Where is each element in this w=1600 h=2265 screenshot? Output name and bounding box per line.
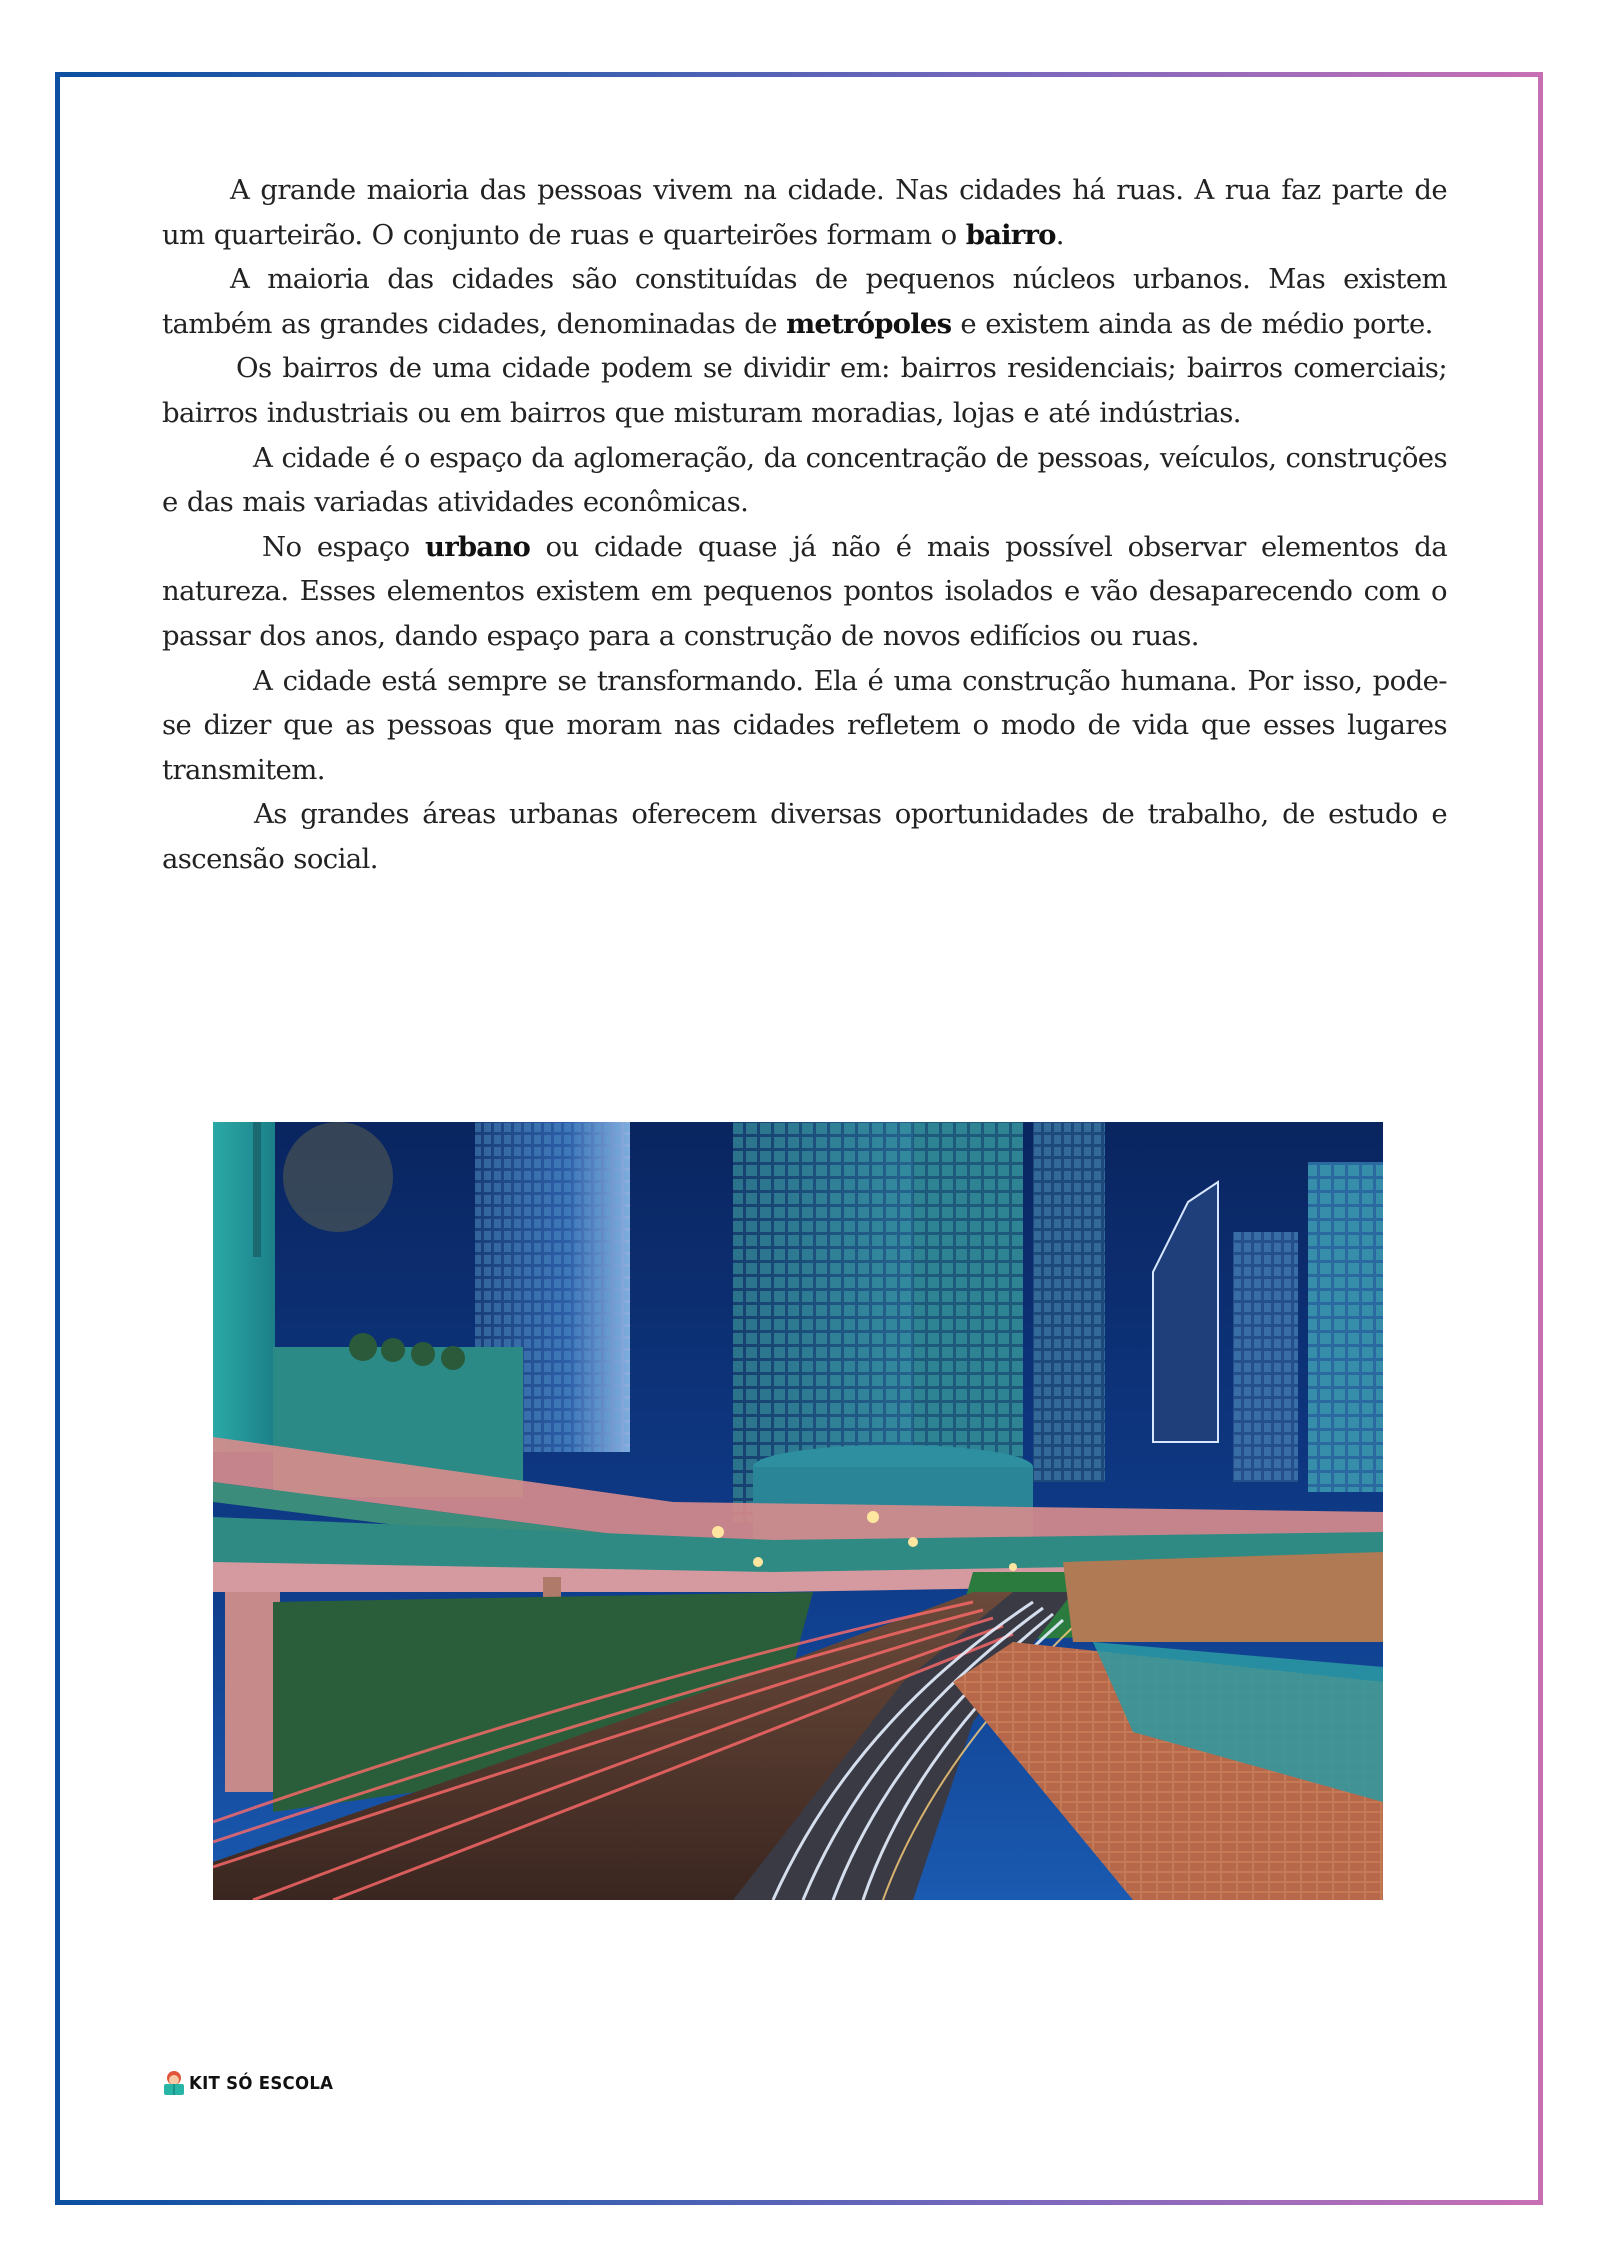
text-segment: No espaço — [262, 530, 425, 563]
city-night-photo — [213, 1122, 1383, 1900]
brand-name: KIT SÓ ESCOLA — [189, 2072, 334, 2094]
text-segment: A cidade está sempre se transformando. Ela é uma construção humana. Por isso, pode-se dizer que as pessoas que moram nas cidades refletem o modo de vida que esses lugares transmitem. — [162, 664, 1447, 786]
paragraph-7 — [162, 792, 1447, 881]
paragraph-3 — [162, 346, 1447, 435]
text-segment: ou cidade quase já não é mais possível observar elementos da natureza. Esses elementos existem em pequenos pontos isolados e vão desaparecendo com o passar dos anos, dando espaço para a construção de novos edifícios ou ruas. — [162, 530, 1447, 652]
city-illustration — [213, 1122, 1383, 1900]
keyword-urbano: urbano — [425, 530, 531, 563]
paragraph-4 — [162, 436, 1447, 525]
paragraph-5 — [162, 525, 1447, 659]
paragraph-1 — [162, 168, 1447, 257]
paragraph-6 — [162, 659, 1447, 793]
text-segment: A cidade é o espaço da aglomeração, da concentração de pessoas, veículos, construções e das mais variadas atividades econômicas. — [162, 441, 1447, 519]
text-segment: As grandes áreas urbanas oferecem diversas oportunidades de trabalho, de estudo e ascensão social. — [162, 798, 1447, 875]
girl-reading-book-icon — [162, 2070, 186, 2096]
brand-logo — [162, 2069, 346, 2097]
text-segment: Os bairros de uma cidade podem se dividir em: bairros residenciais; bairros comerciais; bairros industriais ou em bairros que misturam moradias, lojas e até indústrias. — [162, 352, 1447, 429]
text-segment: A grande maioria das pessoas vivem na cidade. Nas cidades há ruas. A rua faz parte de um quarteirão. O conjunto de ruas e quarteirões formam o — [162, 174, 1447, 251]
text-segment: e existem ainda as de médio porte. — [951, 307, 1433, 340]
text-segment: . — [1055, 218, 1064, 251]
text-segment: A maioria das cidades são constituídas de pequenos núcleos urbanos. Mas existem também as grandes cidades, denominadas de — [162, 263, 1447, 340]
paragraph-2 — [162, 257, 1447, 346]
article-text — [162, 168, 1447, 882]
keyword-metropoles: metrópoles — [786, 307, 952, 340]
keyword-bairro: bairro — [965, 218, 1056, 251]
